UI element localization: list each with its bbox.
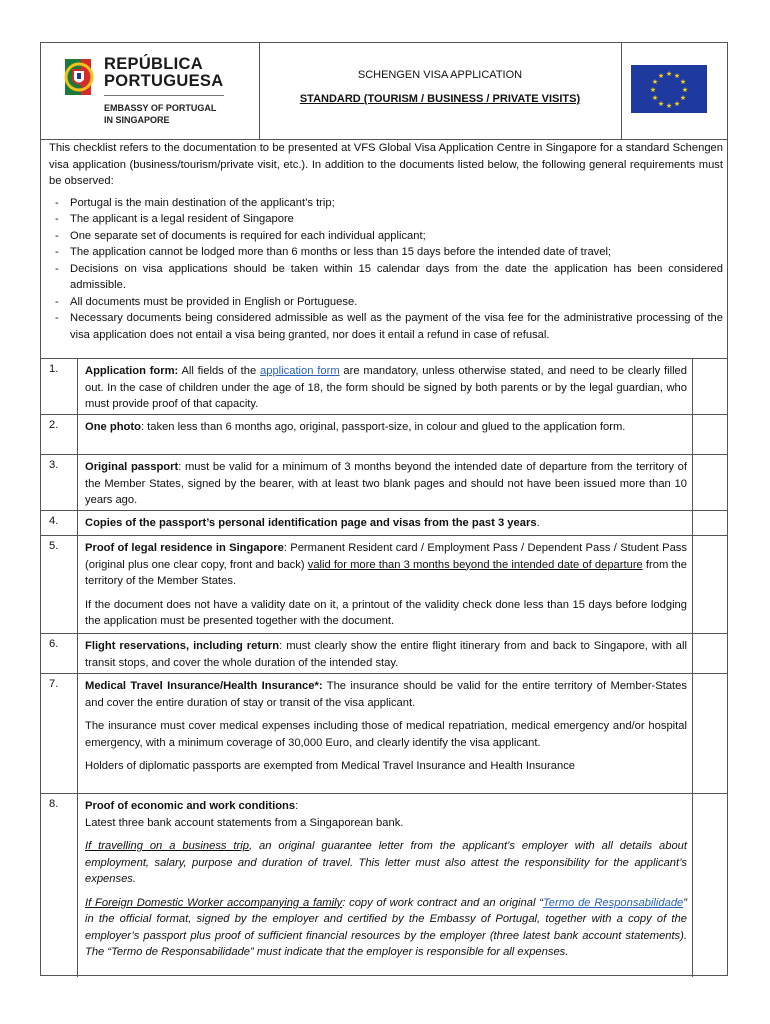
checklist-row-3 — [41, 454, 727, 511]
embassy-line-1: EMBASSY OF PORTUGAL — [104, 103, 217, 113]
intro-section — [49, 140, 723, 343]
logo-portuguesa-text: PORTUGUESA — [104, 72, 224, 90]
row-note: The insurance must cover medical expenses including those of medical repatriation, medical emergency and/or hospital emergency, with a minimum coverage of 30,000 Euro, and clearly identify the visa applicant. — [85, 720, 687, 749]
logo-block — [41, 43, 260, 139]
checkbox-cell[interactable] — [692, 415, 693, 455]
row-text: Flight reservations, including return: must clearly show the entire flight itinerary from and back to Singapore, with all transit stops, and cover the whole duration of the intended stay. — [85, 640, 687, 669]
row-number: 8. — [49, 798, 59, 810]
row-heading: Copies of the passport’s personal identification page and visas from the past 3 years — [85, 517, 537, 529]
row-number: 1. — [49, 363, 59, 375]
row-text: Copies of the passport’s personal identification page and visas from the past 3 years. — [85, 517, 540, 529]
checkbox-cell[interactable] — [692, 536, 693, 634]
document-subtitle: STANDARD (TOURISM / BUSINESS / PRIVATE VISITS) — [299, 93, 581, 105]
row-number: 2. — [49, 419, 59, 431]
row-note: If the document does not have a validity date on it, a printout of the validity check done less than 15 days before lodging the application must be presented together with the document. — [85, 598, 687, 627]
checklist-row-4 — [41, 510, 727, 536]
svg-text:★: ★ — [679, 78, 687, 86]
requirement-item: - Necessary documents being considered admissible as well as the payment of the visa fee for the administrative processing of the visa application does not entail a visa being granted, nor does it entail a refund in case of refusal. — [49, 310, 723, 343]
checkbox-cell[interactable] — [692, 359, 693, 415]
checklist-row-6 — [41, 633, 727, 674]
checkbox-cell[interactable] — [692, 511, 693, 536]
row-number: 5. — [49, 540, 59, 552]
row-number: 6. — [49, 638, 59, 650]
header-table — [41, 43, 727, 140]
row-text: Proof of economic and work conditions: Latest three bank account statements from a Singaporean bank. If travelling on a business trip, an original guarantee letter from the applicant’s employer with all details about employment, salary, purpose and duration of travel. This letter must also attest the responsibility for the applicant’s expenses. If Foreign Domestic Worker accompanying a family: copy of work contract and an original “Termo de Responsabilidade” in the official format, signed by the employer and certified by the Embassy of Portugal, together with a copy of the employer’s passport plus proof of sufficient financial resources by the employer (three latest bank account statements). The “Termo de Responsabilidade” must indicate that the employer is responsible for all expenses. — [85, 800, 687, 958]
row-heading: One photo — [85, 421, 141, 433]
requirement-item: - All documents must be provided in English or Portuguese. — [49, 294, 723, 311]
checkbox-cell[interactable] — [692, 794, 693, 977]
row-heading: Flight reservations, including return — [85, 640, 280, 652]
row-text: Proof of legal residence in Singapore: Permanent Resident card / Employment Pass / Dependent Pass / Student Pass (original plus one clear copy, front and back) valid for more than 3 months beyond the intended date of departure from the territory of the Member States. If the document does not have a validity date on it, a printout of the validity check done less than 15 days before lodging the application must be presented together with the document. — [85, 540, 687, 637]
svg-text:★: ★ — [665, 102, 673, 110]
checkbox-cell[interactable] — [692, 674, 693, 794]
embassy-line-2: IN SINGAPORE — [104, 115, 170, 125]
checkbox-cell[interactable] — [692, 634, 693, 674]
requirement-item: - The application cannot be lodged more than 6 months or less than 15 days before the intended date of travel; — [49, 244, 723, 261]
termo-de-responsabilidade-link[interactable]: Termo de Responsabilidade — [542, 896, 684, 909]
eu-flag-icon — [631, 65, 707, 113]
requirements-list — [49, 195, 723, 344]
row-text: One photo: taken less than 6 months ago, original, passport-size, in colour and glued to the application form. — [85, 421, 626, 433]
logo-divider — [104, 95, 224, 96]
checklist-row-2 — [41, 414, 727, 455]
row-heading: Original passport — [85, 461, 179, 473]
flag-block — [621, 43, 728, 139]
svg-text:★: ★ — [679, 94, 687, 102]
row-number: 7. — [49, 678, 59, 690]
document-title: SCHENGEN VISA APPLICATION — [357, 69, 523, 81]
svg-text:★: ★ — [651, 78, 659, 86]
row-number: 3. — [49, 459, 59, 471]
checklist-page — [40, 42, 728, 976]
requirement-item: - Portugal is the main destination of the applicant’s trip; — [49, 195, 723, 212]
row-heading: Proof of economic and work conditions — [85, 800, 296, 812]
portugal-emblem-icon — [57, 55, 97, 101]
row-heading: Application form: — [85, 365, 179, 377]
svg-text:★: ★ — [665, 70, 673, 78]
row-text: Application form: All fields of the application form are mandatory, unless otherwise stated, and need to be clearly filled out. In the case of children under the age of 18, the form should be signed by both parents or by the legal guardian, who must provide proof of that capacity. — [85, 365, 687, 410]
title-block — [260, 43, 620, 139]
svg-text:★: ★ — [657, 72, 665, 80]
logo-republica-text: REPÚBLICA — [104, 55, 203, 73]
svg-text:★: ★ — [657, 100, 665, 108]
intro-paragraph: This checklist refers to the documentation to be presented at VFS Global Visa Application Centre in Singapore for a standard Schengen visa application (business/tourism/private visit, etc.). In addition to the documents listed below, the following general requirements must be observed: — [49, 142, 723, 187]
row-note: Holders of diplomatic passports are exempted from Medical Travel Insurance and Health Insurance — [85, 760, 576, 772]
checkbox-cell[interactable] — [692, 455, 693, 511]
row-heading: Medical Travel Insurance/Health Insurance*: — [85, 680, 323, 692]
application-form-link[interactable]: application form — [260, 365, 340, 377]
requirement-item: - The applicant is a legal resident of Singapore — [49, 211, 723, 228]
row-text: Medical Travel Insurance/Health Insurance*: The insurance should be valid for the entire territory of Member-States and cover the entire duration of stay or transit of the visa applicant. The insurance must cover medical expenses including those of medical repatriation, medical emergency and/or hospital emergency, with a minimum coverage of 30,000 Euro, and clearly identify the visa applicant. Holders of diplomatic passports are exempted from Medical Travel Insurance and Health Insurance — [85, 678, 687, 782]
row-text: Original passport: must be valid for a minimum of 3 months beyond the intended date of departure from the territory of the Member States, signed by the bearer, with at least two blank pages and should not have been issued more than 10 years ago. — [85, 461, 688, 506]
row-number: 4. — [49, 515, 59, 527]
svg-text:★: ★ — [649, 86, 657, 94]
svg-text:★: ★ — [681, 86, 689, 94]
requirement-item: - One separate set of documents is required for each individual applicant; — [49, 228, 723, 245]
checklist-row-7 — [41, 673, 727, 794]
row-heading: Proof of legal residence in Singapore — [85, 542, 284, 554]
svg-text:★: ★ — [651, 94, 659, 102]
checklist-row-5 — [41, 535, 727, 634]
checklist-row-8 — [41, 793, 727, 977]
svg-text:★: ★ — [673, 72, 681, 80]
checklist-row-1 — [41, 358, 727, 415]
svg-text:★: ★ — [673, 100, 681, 108]
requirement-item: - Decisions on visa applications should be taken within 15 calendar days from the date the application has been considered admissible. — [49, 261, 723, 294]
